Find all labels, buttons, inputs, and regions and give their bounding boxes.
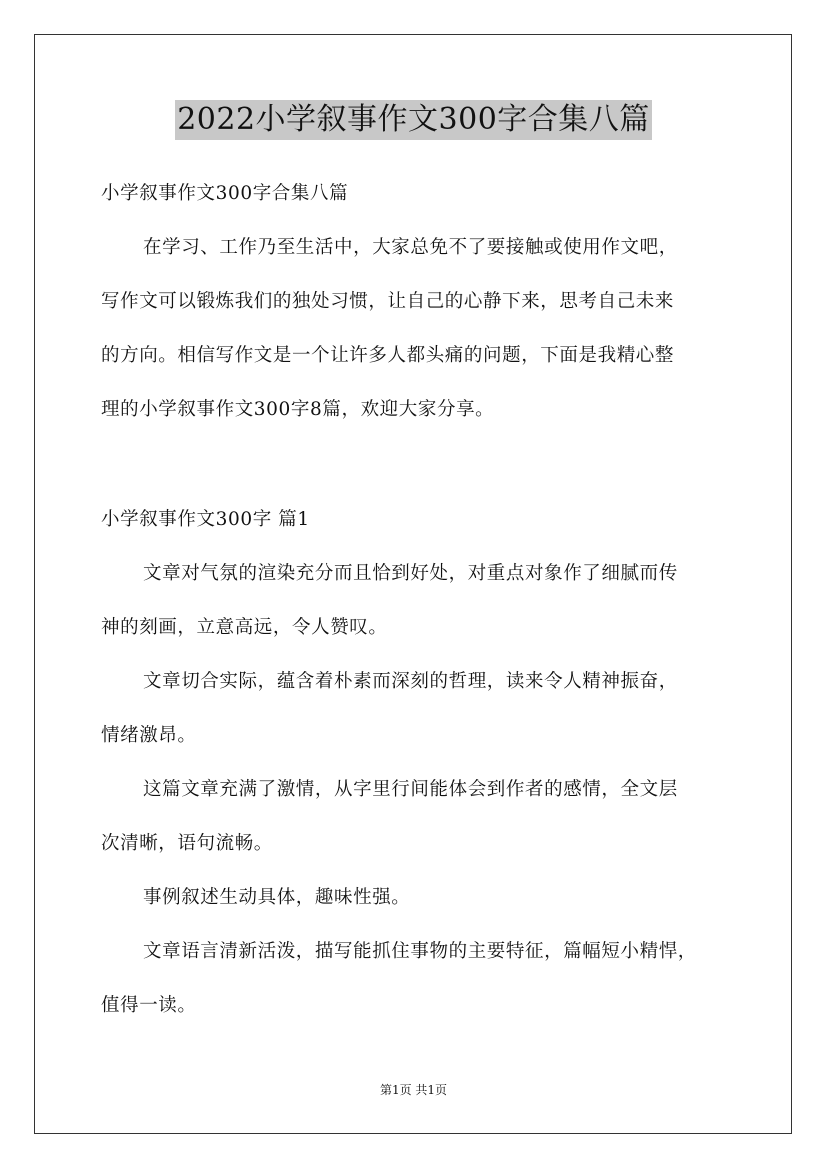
paragraph-line: 次清晰，语句流畅。	[101, 833, 273, 854]
document-subtitle: 小学叙事作文300字合集八篇	[101, 183, 349, 204]
paragraph-line: 值得一读。	[101, 995, 197, 1016]
intro-line: 在学习、工作乃至生活中，大家总免不了要接触或使用作文吧，	[143, 237, 678, 258]
intro-line: 写作文可以锻炼我们的独处习惯，让自己的心静下来，思考自己未来	[101, 291, 675, 312]
title-container	[0, 100, 827, 140]
paragraph-line: 神的刻画，立意高远，令人赞叹。	[101, 617, 388, 638]
paragraph-line: 事例叙述生动具体，趣味性强。	[143, 887, 411, 908]
section-heading: 小学叙事作文300字 篇1	[101, 509, 310, 530]
paragraph-line: 文章切合实际，蕴含着朴素而深刻的哲理，读来令人精神振奋，	[143, 671, 678, 692]
page-number-footer: 第1页 共1页	[379, 1083, 448, 1097]
document-title: 2022小学叙事作文300字合集八篇	[175, 100, 652, 140]
paragraph-line: 情绪激昂。	[101, 725, 197, 746]
intro-line: 理的小学叙事作文300字8篇，欢迎大家分享。	[101, 399, 495, 420]
paragraph-line: 文章语言清新活泼，描写能抓住事物的主要特征，篇幅短小精悍，	[143, 941, 697, 962]
intro-line: 的方向。相信写作文是一个让许多人都头痛的问题，下面是我精心整	[101, 345, 675, 366]
paragraph-line: 文章对气氛的渲染充分而且恰到好处，对重点对象作了细腻而传	[143, 563, 678, 584]
paragraph-line: 这篇文章充满了激情，从字里行间能体会到作者的感情，全文层	[143, 779, 678, 800]
